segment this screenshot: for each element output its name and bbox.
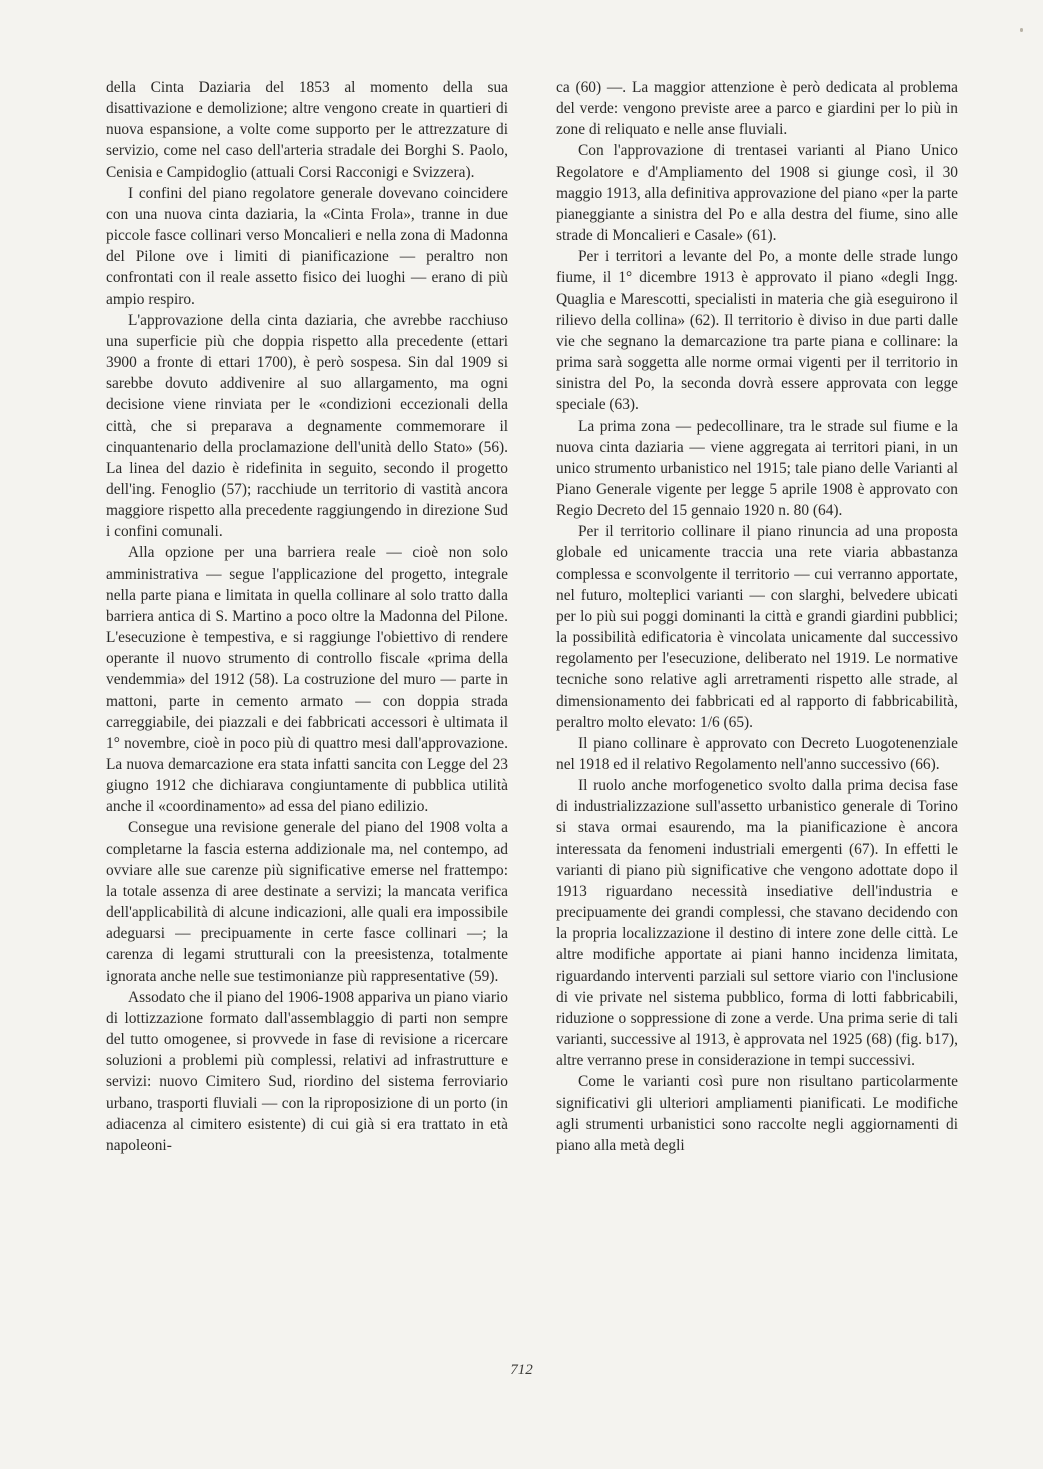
paragraph: della Cinta Daziaria del 1853 al momento della sua disattivazione e demolizione; altre vengono create in quartieri di nuova espansione, a volte come supporto per le attrezzature di servizio, come nel caso dell'arteria stradale dei Borghi S. Paolo, Cenisia e Campidoglio (attuali Corsi Racconigi e Svizzera).: [106, 79, 508, 181]
paragraph: Per i territori a levante del Po, a monte delle strade lungo fiume, il 1° dicembre 1913 è approvato il piano «degli Ingg. Quaglia e Marescotti, specialisti in materia che già eseguirono il rilievo della collina» (62). Il territorio è diviso in due parti dalle vie che segnano la demarcazione tra parte piana e collinare: la prima sarà soggetta alle norme ormai vigenti per il territorio in sinistra del Po, la seconda dovrà essere approvata con legge speciale (63).: [556, 248, 958, 414]
scan-mark: [1020, 28, 1023, 32]
paragraph: Consegue una revisione generale del piano del 1908 volta a completarne la fascia esterna addizionale ma, nel contempo, ad ovviare alle sue carenze più significative emerse nel frattempo: la totale assenza di aree destinate a servizi; la mancata verifica dell'applicabilità di alcune indicazioni, alle quali era impossibile adeguarsi — precipuamente in certe fasce collinari —; la carenza di legami strutturali con la preesistenza, totalmente ignorata anche nelle sue testimonianze più rappresentative (59).: [106, 819, 508, 985]
paragraph: Come le varianti così pure non risultano particolarmente significativi gli ulteriori ampliamenti pianificati. Le modifiche agli strumenti urbanistici sono raccolte negli aggiornamenti di piano alla metà degli: [556, 1073, 958, 1154]
paragraph: Il ruolo anche morfogenetico svolto dalla prima decisa fase di industrializzazione sull'assetto urbanistico generale di Torino si stava ormai esaurendo, ma la pianificazione è ancora interessata da fenomeni industriali emergenti (67). In effetti le varianti di piano più significative che vengono adottate dopo il 1913 riguardano necessità insediative dell'industria e precipuamente dei grandi complessi, che stavano decidendo con la propria localizzazione il destino di intere zone delle città. Le altre modifiche apportate ai piani hanno incidenza limitata, riguardando interventi parziali sul settore viario con l'inclusione di vie private nel sistema pubblico, forma di lotti fabbricabili, riduzione o soppressione di zone a verde. Una prima serie di tali varianti, successive al 1913, è approvata nel 1925 (68) (fig. b17), altre verranno prese in considerazione in tempi successivi.: [556, 777, 958, 1070]
paragraph: Assodato che il piano del 1906-1908 appariva un piano viario di lottizzazione formato dall'assemblaggio di parti non sempre del tutto omogenee, si provvede in fase di revisione a ricercare soluzioni a problemi più complessi, relativi ad infrastrutture e servizi: nuovo Cimitero Sud, riordino del sistema ferroviario urbano, trasporti fluviali — con la riproposizione di un porto (in adiacenza al cimitero esistente) di cui già si era trattato in età napoleoni-: [106, 988, 508, 1154]
paragraph: La prima zona — pedecollinare, tra le strade sul fiume e la nuova cinta daziaria — viene aggregata ai territori piani, in un unico strumento urbanistico nel 1915; tale piano delle Varianti al Piano Generale vigente per legge 5 aprile 1908 è approvato con Regio Decreto del 15 gennaio 1920 n. 80 (64).: [556, 417, 958, 520]
paragraph: ca (60) —. La maggior attenzione è però dedicata al problema del verde: vengono previste aree a parco e giardini per lo più in zone di reliquato e nelle anse fluviali.: [556, 79, 958, 139]
paragraph: Per il territorio collinare il piano rinuncia ad una proposta globale ed unicamente traccia una rete viaria abbastanza complessa e sconvolgente il territorio — cui verranno apportate, nel futuro, molteplici varianti — con slarghi, belvedere ubicati per lo più sui poggi dominanti la città e grandi giardini pubblici; la possibilità edificatoria è vincolata unicamente dal successivo regolamento per l'esecuzione, deliberato nel 1919. Le normative tecniche sono relative agli arretramenti rispetto alle strade, al dimensionamento dei fabbricati ed al rapporto di fabbricabilità, peraltro molto elevato: 1/6 (65).: [556, 523, 958, 731]
left-text-column: [106, 77, 508, 1156]
right-text-column: [556, 77, 958, 1156]
paragraph: L'approvazione della cinta daziaria, che avrebbe racchiuso una superficie più che doppia rispetto alla precedente (ettari 3900 a fronte di ettari 1700), è però sospesa. Sin dal 1909 si sarebbe dovuto addivenire al suo allargamento, ma ogni decisione viene rinviata per le «condizioni eccezionali della città, che si preparava a degnamente commemorare il cinquantenario della proclamazione dell'unità dello Stato» (56). La linea del dazio è ridefinita in seguito, secondo il progetto dell'ing. Fenoglio (57); racchiude un territorio di vastità ancora maggiore rispetto alla precedente raggiungendo in direzione Sud i confini comunali.: [106, 311, 508, 541]
paragraph: Il piano collinare è approvato con Decreto Luogotenenziale nel 1918 ed il relativo Regolamento nell'anno successivo (66).: [556, 734, 958, 773]
paragraph: I confini del piano regolatore generale dovevano coincidere con una nuova cinta daziaria, la «Cinta Frola», tranne in due piccole fasce collinari verso Moncalieri e nella zona di Madonna del Pilone ove i limiti di pianificazione — peraltro non confrontati con il reale assetto fisico dei luoghi — erano di più ampio respiro.: [106, 184, 508, 308]
paragraph: Con l'approvazione di trentasei varianti al Piano Unico Regolatore e d'Ampliamento del 1908 si giunge così, il 30 maggio 1913, alla definitiva approvazione del piano «per la parte pianeggiante a sinistra del Po e alla destra del fiume, sino alle strade di Moncalieri e Casale» (61).: [556, 142, 958, 245]
paragraph: Alla opzione per una barriera reale — cioè non solo amministrativa — segue l'applicazione del progetto, integrale nella parte piana e limitata in quella collinare al solo tratto dalla barriera antica di S. Martino a poco oltre la Madonna del Pilone. L'esecuzione è tempestiva, e si raggiunge l'obiettivo di rendere operante il nuovo strumento di controllo fiscale «prima della vendemmia» del 1912 (58). La costruzione del muro — parte in mattoni, parte in cemento armato — con doppia strada carreggiabile, dei piazzali e dei fabbricati accessori è ultimata il 1° novembre, cioè in poco più di quattro mesi dall'approvazione. La nuova demarcazione era stata infatti sancita con Legge del 23 giugno 1912 che dichiarava congiuntamente di pubblica utilità anche il «coordinamento» ad essa del piano edilizio.: [106, 544, 508, 816]
page-number: 712: [510, 1362, 533, 1378]
